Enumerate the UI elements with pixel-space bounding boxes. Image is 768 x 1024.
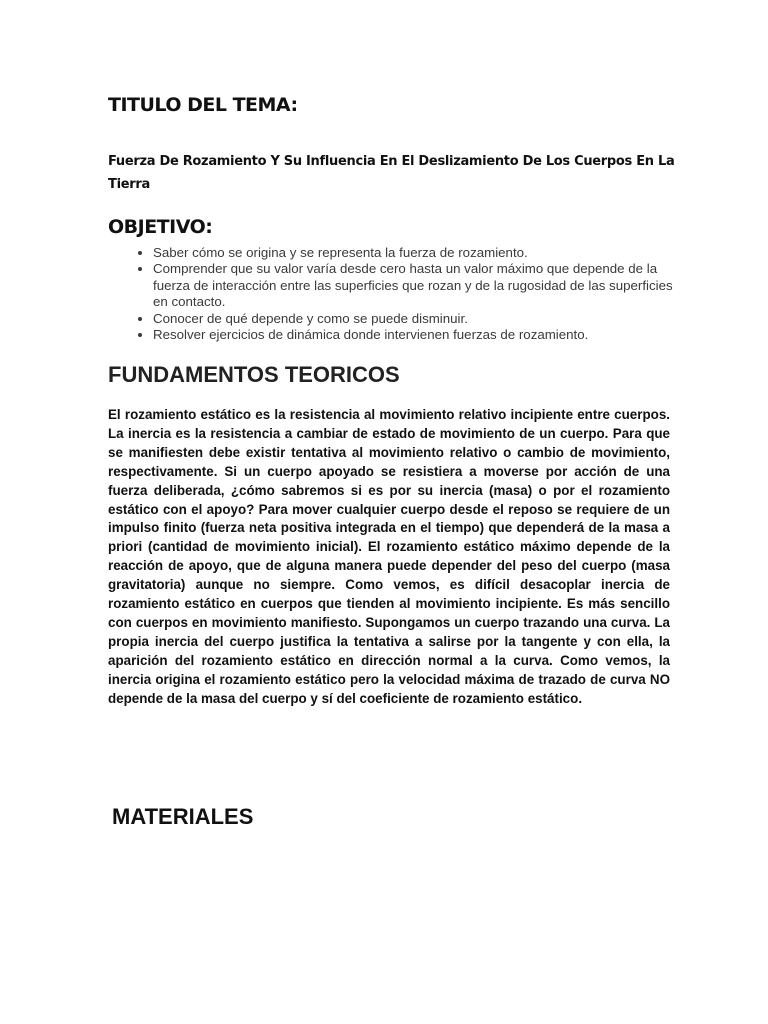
topic-text: Fuerza De Rozamiento Y Su Influencia En El Deslizamiento De Los Cuerpos En La Tierra xyxy=(108,154,675,192)
objective-item: • Saber cómo se origina y se representa la fuerza de rozamiento. xyxy=(153,245,690,261)
objective-item: • Comprender que su valor varía desde cero hasta un valor máximo que depende de la fuerza de interacción entre las superficies que rozan y de la rugosidad de las superficies en contacto. xyxy=(153,261,690,310)
objective-item: • Resolver ejercicios de dinámica donde intervienen fuerzas de rozamiento. xyxy=(153,327,690,343)
topic-title-heading: TITULO DEL TEMA: xyxy=(108,94,298,116)
materials-heading: MATERIALES xyxy=(112,804,254,829)
objective-item: • Conocer de qué depende y como se puede disminuir. xyxy=(153,311,690,327)
objective-heading: OBJETIVO: xyxy=(108,216,213,238)
objective-list xyxy=(132,245,690,343)
fundamentals-heading: FUNDAMENTOS TEORICOS xyxy=(108,362,400,387)
fundamentals-paragraph: El rozamiento estático es la resistencia al movimiento relativo incipiente entre cuerpos. La inercia es la resistencia a cambiar de estado de movimiento de un cuerpo. Para que se manifiesten debe existir tentativa al movimiento relativo o cambio de movimiento, respectivamente. Si un cuerpo apoyado se resistiera a moverse por acción de una fuerza deliberada, ¿cómo sabremos si es por su inercia (masa) o por el rozamiento estático con el apoyo? Para mover cualquier cuerpo desde el reposo se requiere de un impulso finito (fuerza neta positiva integrada en el tiempo) que dependerá de la masa a priori (cantidad de movimiento inicial). El rozamiento estático máximo depende de la reacción de apoyo, que de alguna manera puede depender del peso del cuerpo (masa gravitatoria) aunque no siempre. Como vemos, es difícil desacoplar inercia de rozamiento estático en cuerpos que tienden al movimiento incipiente. Es más sencillo con cuerpos en movimiento manifiesto. Supongamos un cuerpo trazando una curva. La propia inercia del cuerpo justifica la tentativa a salirse por la tangente y con ella, la aparición del rozamiento estático en dirección normal a la curva. Como vemos, la inercia origina el rozamiento estático pero la velocidad máxima de trazado de curva NO depende de la masa del cuerpo y sí del coeficiente de rozamiento estático. xyxy=(108,407,670,706)
